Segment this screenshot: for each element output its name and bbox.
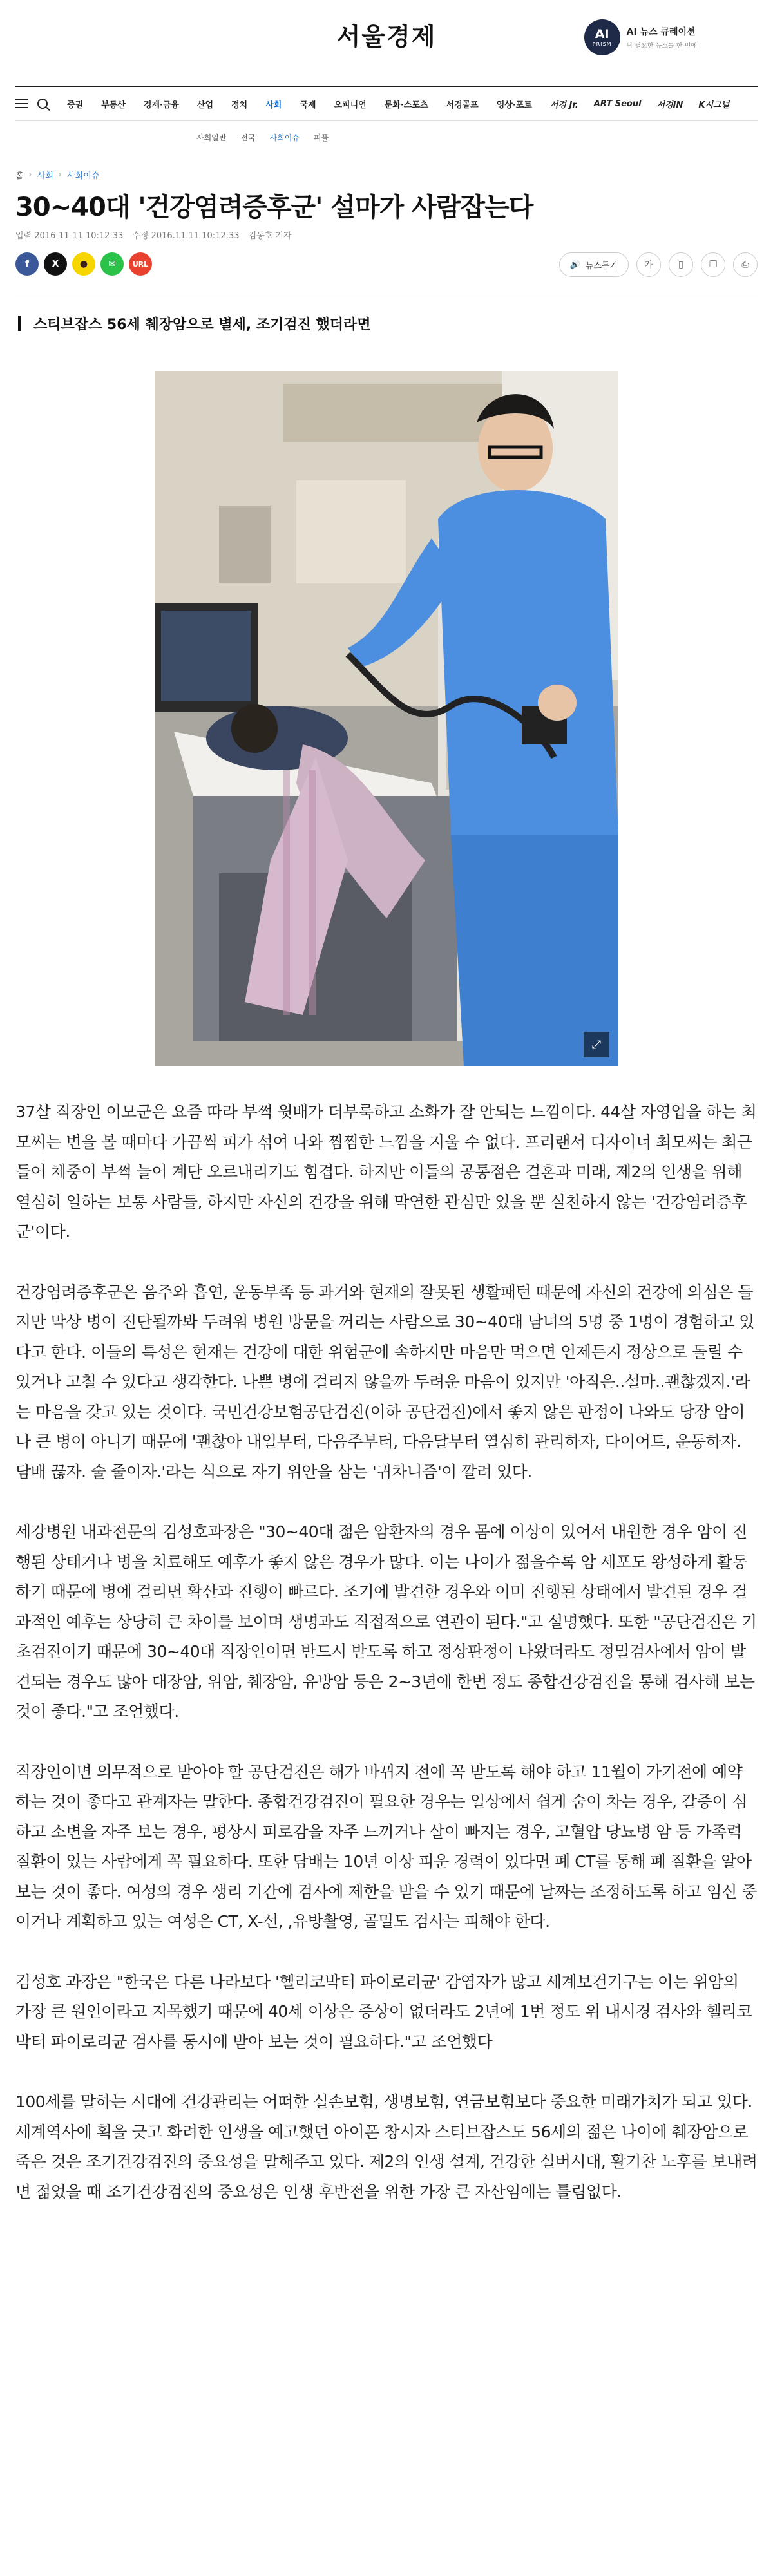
listen-label: 뉴스듣기 [585,261,618,271]
expand-photo-icon[interactable]: ⤢ [584,1032,609,1057]
article-paragraph: 100세를 말하는 시대에 건강관리는 어떠한 실손보험, 생명보험, 연금보험보다 중요한 미래가치가 되고 있다. 세계역사에 획을 긋고 화려한 인생을 예고했던 아이폰 창시자 스티브잡스도 56세의 젊은 나이에 췌장암으로 죽은 것은 조기건강검진의 중요성을 말해주고 있다. 제2의 인생 설계, 건강한 실버시대, 활기찬 노후를 보내려면 젊었을 때 조기건강검진의 중요성은 인생 후반전을 위한 가장 큰 자산임에는 틀림없다. [15,2092,758,2201]
sub-nav [196,132,329,143]
article-photo [155,371,618,1066]
edit-time: 2016.11.11 10:12:33 [151,231,240,241]
nav-item-golf[interactable]: 서경골프 [446,100,479,110]
nav-item-politics[interactable]: 정치 [231,100,248,110]
nav-item-society[interactable]: 사회 [265,100,282,110]
copy-icon[interactable]: ❐ [701,252,725,277]
ai-prism-text [627,25,697,50]
ai-prism-icon-text: AI [595,26,609,41]
edit-time-group [132,229,239,241]
nav-item-stocks[interactable]: 증권 [67,100,84,110]
article-subtitle: 스티브잡스 56세 췌장암으로 별세, 조기검진 했더라면 [15,314,371,334]
breadcrumb-separator-icon: › [28,170,32,180]
breadcrumb [15,169,99,181]
nav-item-opinion[interactable]: 오피니언 [334,100,367,110]
ai-prism-desc: 딱 필요한 뉴스를 한 번에 [626,43,697,50]
breadcrumb-separator-icon: › [58,170,62,180]
search-icon[interactable] [37,99,48,109]
url-share-button[interactable]: URL [129,252,152,276]
nav-item-world[interactable]: 국제 [300,100,316,110]
article-paragraph: 건강염려증후군은 음주와 흡연, 운동부족 등 과거와 현재의 잘못된 생활패턴 때문에 자신의 건강에 의심은 들지만 막상 병이 진단될까봐 두려워 병원 방문을 꺼리는 사람으로 30~40대 남녀의 5명 중 1명이 경험하고 있다고 한다. 이들의 특성은 현재는 건강에 대한 위험군에 속하지만 마음만 먹으면 언제든지 정상으로 돌릴 수 있거나 고칠 수 있다고 생각한다. 나쁜 병에 걸리지 않을까 두려운 마음이 있지만 '아직은..설마..괜찮겠지.'라는 마음을 갖고 있는 것이다. 국민건강보험공단검진(이하 공단검진)에서 좋지 않은 판정이 나와도 당장 암이나 큰 병이 아니기 때문에 '괜찮아 내일부터, 다음주부터, 다음달부터 열심히 관리하자, 다이어트, 운동하자. 담배 끊자. 술 줄이자.'라는 식으로 자기 위안을 삼는 '귀차니즘'이 깔려 있다. [15,1282,754,1481]
article-paragraph: 세강병원 내과전문의 김성호과장은 "30~40대 젊은 암환자의 경우 몸에 이상이 있어서 내원한 경우 암이 진행된 상태거나 병을 치료해도 예후가 좋지 않은 경우가 많다. 이는 나이가 젊을수록 암 세포도 왕성하게 활동하기 때문에 병에 걸리면 확산과 진행이 빠르다. 조기에 발견한 경우와 이미 진행된 상태에서 발견된 경우 결과적인 예후는 상당히 큰 차이를 보이며 생명과도 직접적으로 연관이 된다."고 설명했다. 또한 "공단검진은 기초검진이기 때문에 30~40대 직장인이면 반드시 받도록 하고 정상판정이 나왔더라도 정밀검사에서 암이 발견되는 경우도 많아 대장암, 위암, 췌장암, 유방암 등은 2~3년에 한번 정도 종합건강검진을 통해 검사해 보는 것이 좋다."고 조언했다. [15,1522,757,1721]
breadcrumb-section[interactable]: 사회 [37,171,53,181]
speaker-icon: 🔊 [569,260,580,270]
nav-item-industry[interactable]: 산업 [196,100,214,110]
breadcrumb-home[interactable]: 홈 [15,171,24,181]
breadcrumb-sub[interactable]: 사회이슈 [67,171,100,181]
hamburger-menu-icon[interactable] [15,99,28,108]
article-paragraph: 김성호 과장은 "한국은 다른 나라보다 '헬리코박터 파이로리균' 감염자가 많고 세계보건기구는 이는 위암의 가장 큰 원인이라고 지목했기 때문에 40세 이상은 증상이 없더라도 2년에 1번 정도 위 내시경 검사와 헬리코박터 파이로리균 검사를 동시에 받아 보는 것이 필요하다."고 조언했다 [15,1972,752,2051]
nav-brand-jr[interactable]: 서경 Jr. [549,100,578,110]
subnav-item-issue[interactable]: 사회이슈 [269,133,300,142]
nav-item-video-photo[interactable]: 영상·포토 [496,100,532,110]
listen-button[interactable] [559,252,629,277]
font-size-button[interactable]: 가 [636,252,661,277]
ai-prism-icon [584,19,620,55]
print-icon[interactable]: ⎙ [733,252,758,277]
author[interactable]: 김동호 기자 [248,231,292,241]
article-paragraph: 직장인이면 의무적으로 받아야 할 공단검진은 해가 바뀌지 전에 꼭 받도록 해야 하고 11월이 가기전에 예약하는 것이 좋다고 관계자는 말한다. 종합건강검진이 필요한 경우는 일상에서 쉽게 숨이 차는 경우, 갈증이 심하고 소변을 자주 보는 경우, 평상시 피로감을 자주 느끼거나 살이 빠지는 경우, 고혈압 당뇨병 암 등 가족력 질환이 있는 사람에게 꼭 필요하다. 또한 담배는 10년 이상 피운 경력이 있다면 폐 CT를 통해 폐 질환을 알아보는 것이 좋다. 여성의 경우 생리 기간에 검사에 제한을 받을 수 있기 때문에 날짜는 조정하도록 하고 임신 중이거나 계획하고 있는 여성은 CT, X-선, ,유방촬영, 골밀도 검사는 피해야 한다. [15,1762,757,1931]
facebook-share-icon[interactable]: f [15,252,39,276]
subnav-item-region[interactable]: 전국 [240,133,256,142]
site-logo[interactable]: 서울경제 [336,22,437,51]
x-share-icon[interactable]: X [44,252,67,276]
nav-brand-signal[interactable]: K시그널 [698,100,730,110]
subnav-item-people[interactable]: 피플 [313,133,329,142]
ai-prism-title: AI 뉴스 큐레이션 [626,27,696,37]
article-title: 30~40대 '건강염려증후군' 설마가 사람잡는다 [15,193,533,222]
nav-brand-in[interactable]: 서경IN [656,100,683,110]
main-nav [15,86,758,121]
bookmark-icon[interactable]: ▯ [669,252,693,277]
site-header [0,0,773,59]
article-meta [15,229,292,241]
article-tools [559,252,758,277]
ai-prism-badge[interactable] [584,19,697,55]
nav-brand-art[interactable]: ART Seoul [593,99,642,109]
ai-prism-icon-sub: PRISM [592,41,612,47]
nav-item-economy[interactable]: 경제·금융 [143,100,179,110]
article-paragraph: 37살 직장인 이모군은 요즘 따라 부쩍 윗배가 더부룩하고 소화가 잘 안되는 느낌이다. 44살 자영업을 하는 최모씨는 변을 볼 때마다 가끔씩 피가 섞여 나와 찜찜한 느낌을 지울 수 없다. 프리랜서 디자이너 최모씨는 최근 들어 체중이 부쩍 늘어 계단 오르내리기도 힘겹다. 하지만 이들의 공통점은 결혼과 미래, 제2의 인생을 위해 열심히 일하는 보통 사람들, 하지만 자신의 건강을 위해 막연한 관심만 있을 뿐 실천하지 않는 '건강염려증후군'이다. [15,1103,757,1241]
edit-label: 수정 [132,231,149,241]
input-label: 입력 [15,231,32,241]
share-bar [15,252,152,276]
kakao-share-icon[interactable]: ● [72,252,95,276]
subnav-item-general[interactable]: 사회일반 [196,133,227,142]
line-share-icon[interactable]: ✉ [100,252,124,276]
nav-item-realestate[interactable]: 부동산 [101,100,126,110]
article-body [15,1097,758,2237]
nav-item-culture-sports[interactable]: 문화·스포츠 [384,100,428,110]
input-time: 2016-11-11 10:12:33 [34,231,124,241]
endoscopy-photo-illustration [155,371,618,1066]
input-time-group [15,229,123,241]
